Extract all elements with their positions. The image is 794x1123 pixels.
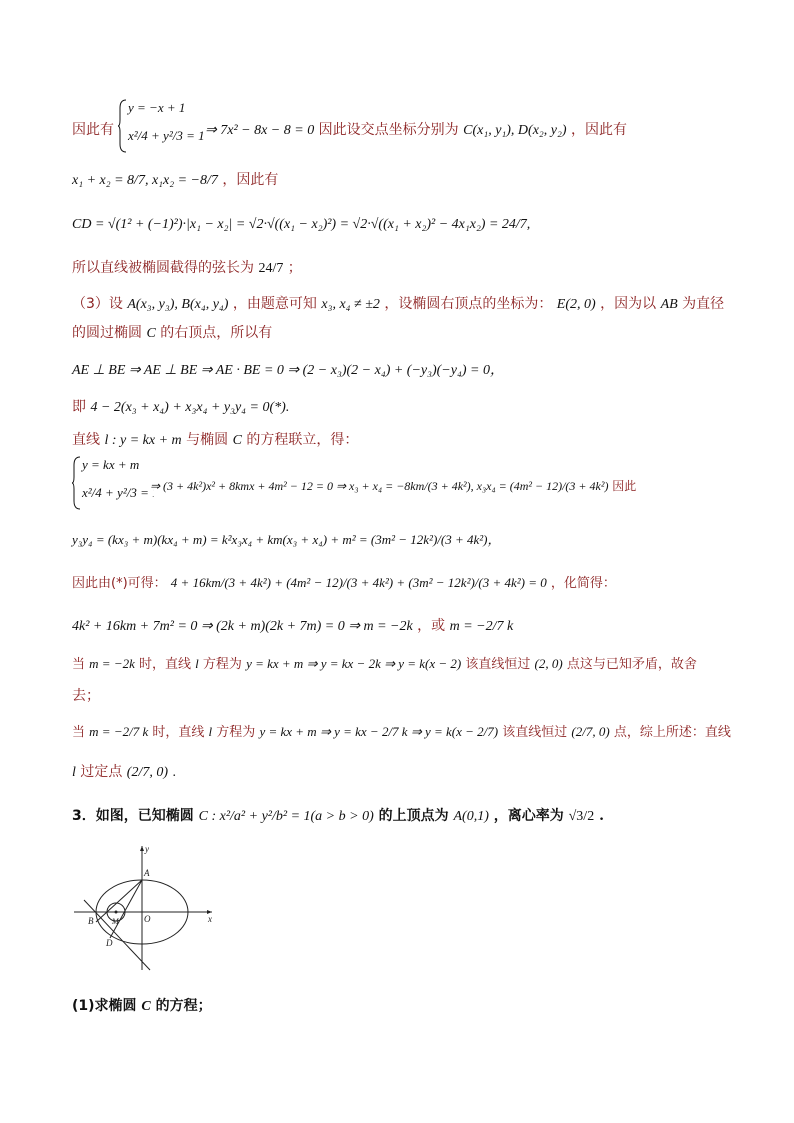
eq: C (232, 433, 242, 448)
text: 点这与已知矛盾，故舍 (566, 657, 697, 672)
eq: m = −2k (89, 656, 135, 671)
eq-vieta: x₁ + x₂ = 8/7, x₁x₂ = −8/7 (72, 173, 218, 188)
text: ； (287, 260, 302, 276)
text: . (599, 808, 604, 824)
label-d: D (106, 938, 113, 948)
eq: C (146, 326, 156, 341)
text: （3）设 (72, 296, 123, 312)
eq: E(2, 0) (556, 297, 596, 312)
text: 过定点 (80, 764, 123, 780)
eq: . (172, 765, 176, 780)
text: 的方程联立，得： (246, 432, 359, 448)
line-5 (72, 294, 725, 315)
eq: (2, 0) (534, 656, 563, 671)
text: 去； (72, 688, 100, 704)
eq: √3/2 (568, 809, 595, 824)
ellipse-figure (70, 842, 220, 974)
eq: 4k² + 16km + 7m² = 0 ⇒ (2k + m)(2k + 7m) = 0 ⇒ m = −2k (72, 619, 413, 634)
text: ，因此有 (222, 172, 279, 188)
text: ，化简得： (550, 576, 616, 591)
line-2 (72, 170, 722, 191)
line-9 (72, 430, 722, 451)
eq-vector: AE ⊥ BE ⇒ AE ⊥ BE ⇒ AE · BE = 0 ⇒ (2 − x₃)(2 − x₄) + (−y₃)(−y₄) = 0， (72, 363, 504, 378)
eq-length: 24/7 (258, 261, 284, 276)
brace-system-2 (72, 455, 154, 511)
eq: x₃, x₄ ≠ ±2 (321, 297, 380, 312)
text: ，设椭圆右顶点的坐标为： (384, 296, 553, 312)
eq: (2/7, 0) (126, 765, 169, 780)
eq: A(x₃, y₃), B(x₄, y₄) (127, 297, 229, 312)
label-m: M (112, 917, 119, 926)
text: 时，直线 (139, 657, 192, 672)
sys2-row1: y = kx + m (82, 457, 140, 472)
text: ，或 (417, 618, 446, 634)
text: 的方程； (155, 998, 212, 1014)
text: 因此 (612, 479, 637, 493)
line-16 (72, 722, 731, 743)
line-11 (72, 530, 722, 551)
text: 该直线恒过 (502, 725, 568, 740)
point-m (115, 911, 118, 914)
text: 该直线恒过 (465, 657, 531, 672)
label-x: x (208, 914, 212, 924)
y-axis-arrow-icon (140, 846, 144, 851)
text: 因此设交点坐标分别为 (318, 122, 459, 138)
line-1-rest (205, 120, 722, 141)
text: ，由题意可知 (232, 296, 317, 312)
text: 因此由(*)可得： (72, 576, 167, 591)
eq: l (72, 765, 76, 780)
text: 即 (72, 399, 86, 415)
eq: l (208, 724, 213, 739)
eq-star: 4 − 2(x₃ + x₄) + x₃x₄ + y₃y₄ = 0(*). (90, 400, 290, 415)
text: 的右顶点，所以有 (160, 325, 273, 341)
eq: (2/7, 0) (571, 724, 610, 739)
sys1-row2: x²/4 + y²/3 = 1 (128, 128, 205, 143)
line-10-rest (150, 476, 722, 496)
text: 时，直线 (152, 725, 205, 740)
text: 所以直线被椭圆截得的弦长为 (72, 260, 254, 276)
label-b: B (88, 916, 94, 926)
eq: 4 + 16km/(3 + 4k²) + (4m² − 12)/(3 + 4k²) + (3m² − 12k²)/(3 + 4k²) = 0 (170, 575, 547, 590)
line-12 (72, 573, 722, 594)
text: 方程为 (216, 725, 256, 740)
equation-system-2 (72, 455, 154, 515)
line-6 (72, 323, 722, 344)
question-3 (72, 806, 722, 827)
label-y: y (145, 844, 149, 854)
text: 的圆过椭圆 (72, 325, 142, 341)
line-ad (110, 880, 142, 938)
eq-chord: CD = √(1² + (−1)²)·|x₁ − x₂| = √2·√((x₁ − x₂)²) = √2·√((x₁ + x₂)² − 4x₁x₂) = 24/7, (72, 217, 531, 232)
label-a: A (144, 868, 150, 878)
line-ab (96, 880, 142, 922)
line-7 (72, 360, 722, 381)
text: 3．如图，已知椭圆 (72, 808, 194, 824)
line-8 (72, 397, 722, 418)
text: 因此有 (72, 122, 114, 138)
line-15 (72, 686, 722, 706)
eq: m = −2/7 k (89, 724, 149, 739)
eq: A(0,1) (453, 809, 489, 824)
brace-system-1 (118, 98, 208, 154)
text: ，因此有 (570, 122, 627, 138)
text: (1)求椭圆 (72, 998, 137, 1014)
eq: y = kx + m ⇒ y = kx − 2/7 k ⇒ y = k(x − 2/7) (259, 724, 499, 739)
line-bd (84, 900, 150, 970)
text: 点，综上所述：直线 (613, 725, 731, 740)
sys1-row1: y = −x + 1 (128, 100, 186, 115)
text: 为直径 (682, 296, 725, 312)
eq: C : x²/a² + y²/b² = 1(a > b > 0) (198, 809, 374, 824)
line-3 (72, 214, 722, 235)
equation-system-1 (118, 98, 208, 158)
line-4 (72, 258, 722, 279)
eq: l (195, 656, 199, 671)
eq: m = −2/7 k (449, 619, 514, 634)
text: 当 (72, 657, 86, 672)
eq: AB (660, 297, 678, 312)
text: 的上顶点为 (378, 808, 449, 824)
line-17 (72, 762, 722, 783)
eq: y₃y₄ = (kx₃ + m)(kx₄ + m) = k²x₃x₄ + km(x₃ + x₄) + m² = (3m² − 12k²)/(3 + 4k²)， (72, 532, 501, 547)
text: ，离心率为 (493, 808, 564, 824)
text: 方程为 (202, 657, 242, 672)
text: 直线 (72, 432, 100, 448)
eq: C (141, 999, 151, 1014)
eq: l : y = kx + m (104, 433, 182, 448)
line-13 (72, 616, 722, 637)
text: 当 (72, 725, 86, 740)
eq: y = kx + m ⇒ y = kx − 2k ⇒ y = k(x − 2) (246, 656, 462, 671)
eq: ⇒ (3 + 4k²)x² + 8kmx + 4m² − 12 = 0 ⇒ x₃ + x₄ = −8km/(3 + 4k²), x₃x₄ = (4m² − 12)/(3 + 4k²) (150, 479, 609, 493)
question-3-part-1 (72, 996, 722, 1017)
eq-quadratic: ⇒ 7x² − 8x − 8 = 0 (205, 123, 315, 138)
eq-points: C(x₁, y₁), D(x₂, y₂) (463, 123, 567, 138)
sys2-row2: x²/4 + y²/3 = 1 (82, 485, 154, 500)
text: ，因为以 (600, 296, 657, 312)
text: 与椭圆 (186, 432, 229, 448)
label-o: O (144, 914, 151, 924)
line-14 (72, 654, 722, 675)
